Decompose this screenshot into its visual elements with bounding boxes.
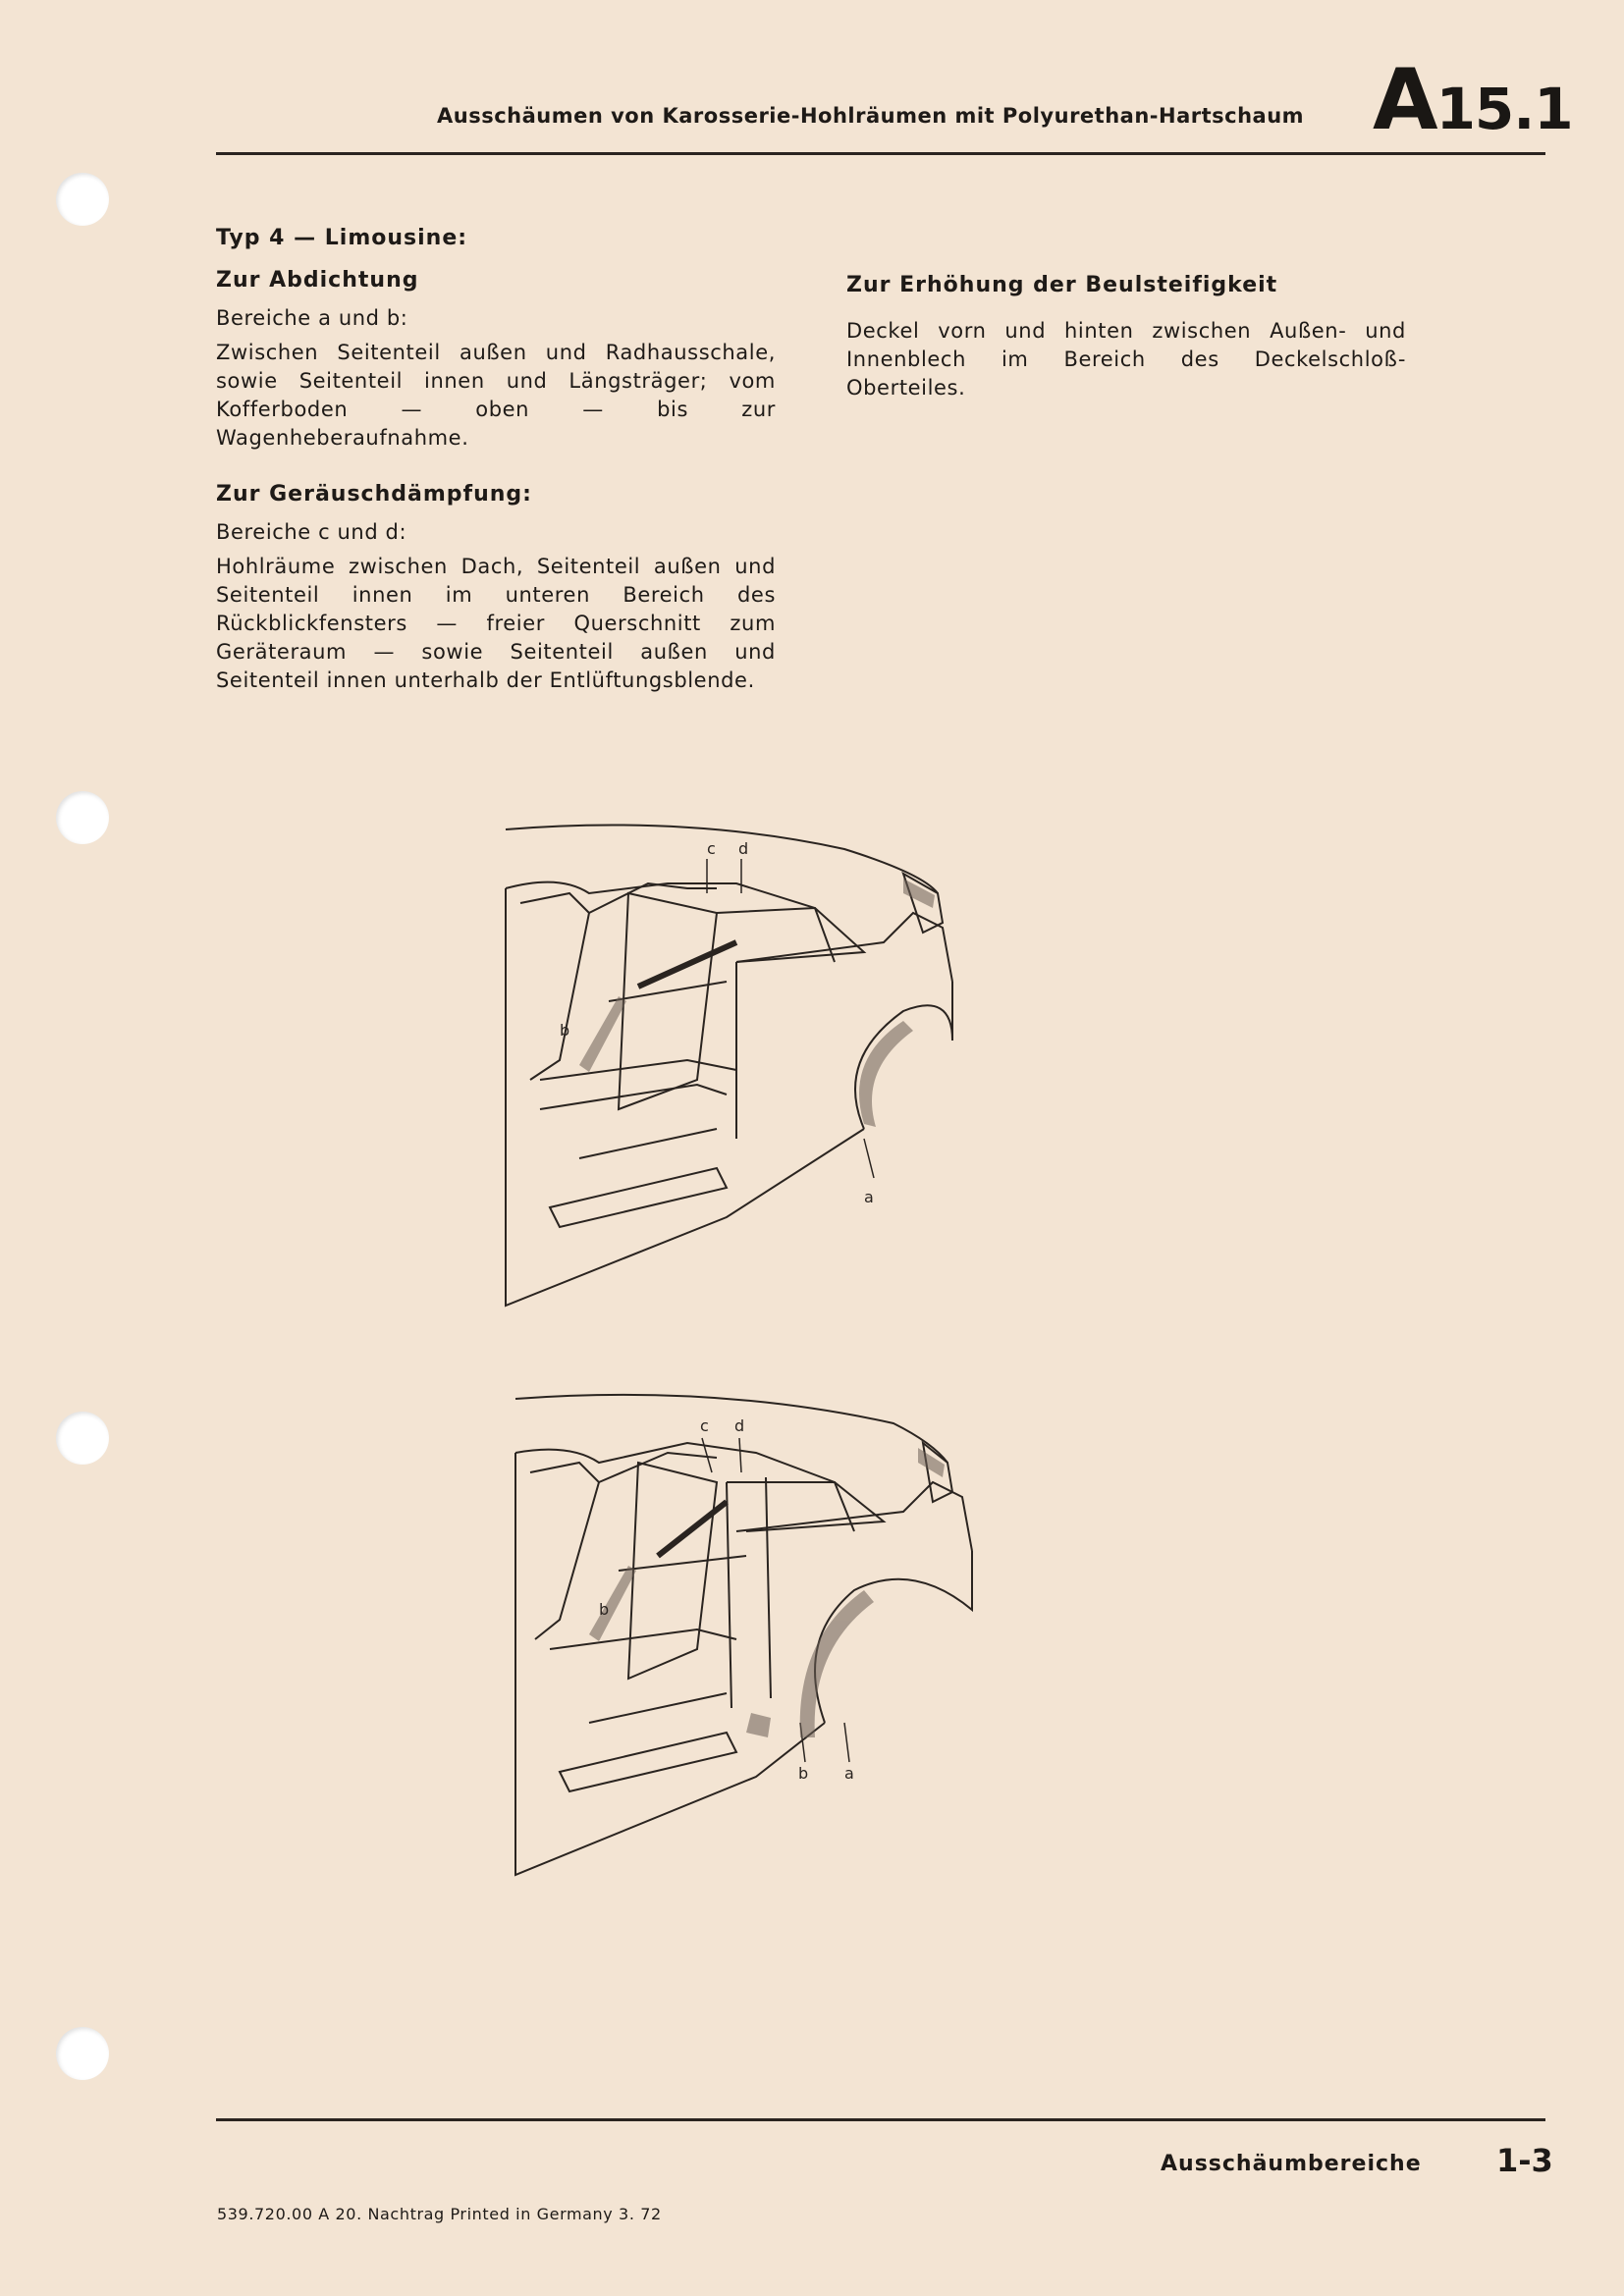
footer-rule	[216, 2118, 1545, 2121]
left-column	[216, 224, 776, 701]
label-d: d	[734, 1416, 745, 1435]
section-number: 15.1	[1435, 76, 1573, 142]
label-b-lower: b	[798, 1764, 809, 1783]
right-column	[846, 271, 1406, 408]
label-b: b	[560, 1021, 570, 1040]
header-rule	[216, 152, 1545, 155]
page-header-title: Ausschäumen von Karosserie-Hohlräumen mit Polyurethan-Hartschaum	[437, 104, 1305, 128]
figure-four-door-body	[501, 1384, 1149, 1895]
punch-hole-4	[56, 2027, 109, 2080]
sealing-text: Zwischen Seitenteil außen und Radhausschale, sowie Seitenteil innen und Längsträger; vom Kofferboden — oben — bis zur Wagenheberaufnahme.	[216, 341, 776, 450]
footer-label: Ausschäumbereiche	[1161, 2152, 1422, 2176]
stiffness-heading: Zur Erhöhung der Beulsteifigkeit	[846, 273, 1278, 297]
section-letter: A	[1373, 51, 1436, 149]
sealing-heading: Zur Abdichtung	[216, 268, 419, 293]
section-code	[1373, 51, 1573, 149]
punch-hole-2	[56, 791, 109, 844]
label-c: c	[707, 839, 716, 858]
noise-heading: Zur Geräuschdämpfung:	[216, 482, 532, 507]
figure-two-door-body	[491, 815, 1139, 1325]
type-heading: Typ 4 — Limousine:	[216, 226, 468, 250]
label-d: d	[738, 839, 749, 858]
punch-hole-3	[56, 1412, 109, 1465]
label-b-upper: b	[599, 1600, 610, 1619]
sealing-areas: Bereiche a und b:	[216, 306, 408, 330]
stiffness-text: Deckel vorn und hinten zwischen Außen- und Innenblech im Bereich des Deckelschloß-Oberteiles.	[846, 319, 1406, 400]
imprint: 539.720.00 A 20. Nachtrag Printed in Germany 3. 72	[217, 2205, 662, 2223]
page-number: 1-3	[1496, 2142, 1553, 2179]
punch-hole-1	[56, 173, 109, 226]
noise-text: Hohlräume zwischen Dach, Seitenteil außen und Seitenteil innen im unteren Bereich des Rückblickfensters — freier Querschnitt zum Geräteraum — sowie Seitenteil außen und Seitenteil innen unterhalb der Entlüftungsblende.	[216, 555, 776, 692]
noise-areas: Bereiche c und d:	[216, 520, 407, 544]
label-a: a	[864, 1188, 874, 1206]
label-a: a	[844, 1764, 854, 1783]
label-c: c	[700, 1416, 709, 1435]
